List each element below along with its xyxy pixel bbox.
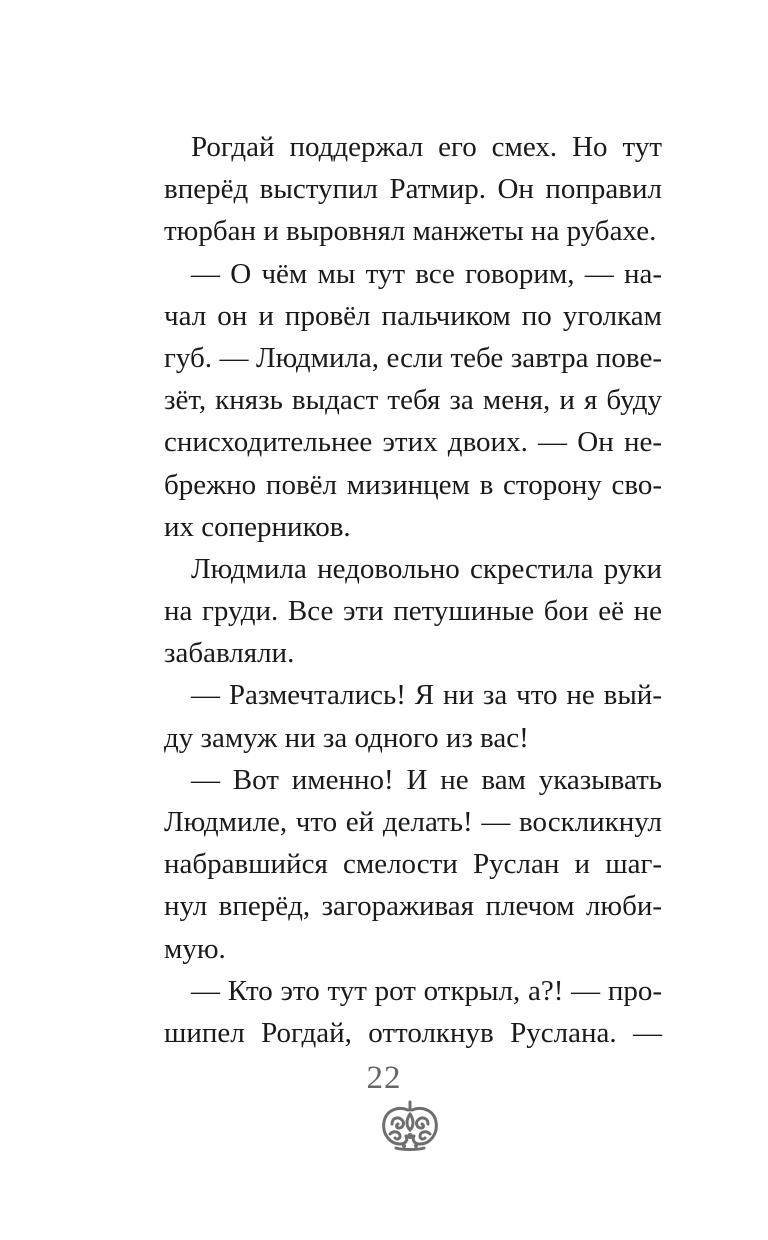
text-line: губ. — Людмила, если тебе завтра пове- <box>164 341 662 374</box>
text-line: тюрбан и выровнял манжеты на рубахе. <box>164 215 657 248</box>
text-line: брежно повёл мизинцем в сторону сво- <box>164 468 662 501</box>
text-line: Людмиле, что ей делать! — воскликнул <box>164 806 662 838</box>
paragraph <box>164 548 662 675</box>
paragraph <box>164 674 662 758</box>
paragraph <box>164 759 662 970</box>
body-text <box>164 126 662 1054</box>
text-line: нул вперёд, загораживая плечом люби- <box>164 890 662 923</box>
text-line: чал он и провёл пальчиком по уголкам <box>164 299 662 332</box>
text-line: снисходительнее этих двоих. — Он не- <box>164 426 662 459</box>
paragraph <box>164 126 662 253</box>
text-line: — О чём мы тут все говорим, — на- <box>191 257 662 290</box>
text-line: — Вот именно! И не вам указывать <box>191 763 662 796</box>
text-line: их соперников. <box>164 510 351 543</box>
text-line: — Кто это тут рот открыл, а?! — про- <box>191 974 662 1007</box>
text-line: вперёд выступил Ратмир. Он поправил <box>164 173 662 206</box>
text-line: на груди. Все эти петушиные бои её не <box>164 595 662 628</box>
text-line: набравшийся смелости Руслан и шаг- <box>164 848 662 881</box>
text-line: ду замуж ни за одного из вас! <box>164 721 529 754</box>
text-line: шипел Рогдай, оттолкнув Руслана. — <box>164 1016 662 1049</box>
text-line: Рогдай поддержал его смех. Но тут <box>191 131 662 163</box>
text-line: — Размечтались! Я ни за что не вый- <box>191 679 662 712</box>
text-line: забавляли. <box>164 637 295 670</box>
text-line: Людмила недовольно скрестила руки <box>191 552 662 585</box>
ornament-icon <box>378 1100 442 1152</box>
text-line: зёт, князь выдаст тебя за меня, и я буду <box>164 384 662 417</box>
paragraph <box>164 970 662 1054</box>
page-number: 22 <box>366 1060 402 1096</box>
paragraph <box>164 253 662 548</box>
text-line: мую. <box>164 932 226 965</box>
